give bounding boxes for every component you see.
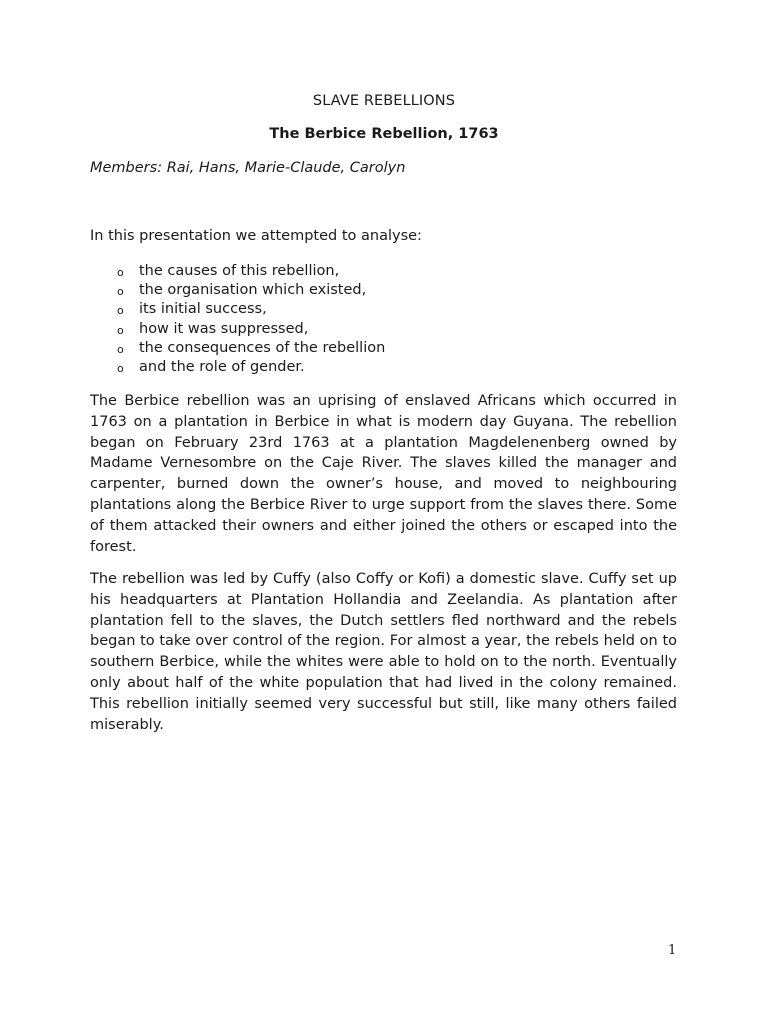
- list-item-text: its initial success,: [139, 301, 267, 318]
- list-item-text: the organisation which existed,: [139, 282, 367, 299]
- topics-list: [117, 262, 385, 377]
- members-line: Members: Rai, Hans, Marie-Claude, Carolyn: [90, 160, 406, 176]
- list-item-text: and the role of gender.: [139, 358, 305, 375]
- document-title: SLAVE REBELLIONS: [312, 93, 456, 109]
- bullet-icon: o: [117, 304, 124, 318]
- intro-text: In this presentation we attempted to analyse:: [90, 228, 422, 244]
- list-item: [117, 320, 385, 339]
- list-item-text: the consequences of the rebellion: [139, 339, 386, 356]
- bullet-icon: o: [117, 342, 124, 356]
- list-item: [117, 281, 385, 300]
- paragraph-berbice-uprising: The Berbice rebellion was an uprising of enslaved Africans which occurred in 1763 on a plantation in Berbice in what is modern day Guyana. The rebellion began on February 23rd 1763 at a plantation Magdelenenberg owned by Madame Vernesombre on the Caje River. The slaves killed the manager and carpenter, burned down the owner’s house, and moved to neighbouring plantations along the Berbice River to urge support from the slaves there. Some of them attacked their owners and either joined the others or escaped into the forest.: [90, 393, 677, 555]
- list-item: [117, 339, 385, 358]
- list-item-text: the causes of this rebellion,: [139, 263, 340, 279]
- list-item: [117, 300, 385, 319]
- list-item: [117, 262, 385, 281]
- paragraph-cuffy-leadership: The rebellion was led by Cuffy (also Coffy or Kofi) a domestic slave. Cuffy set up his headquarters at Plantation Hollandia and Zeelandia. As plantation after plantation fell to the slaves, the Dutch settlers fled northward and the rebels began to take over control of the region. For almost a year, the rebels held on to southern Berbice, while the whites were able to hold on to the north. Eventually only about half of the white population that had lived in the colony remained. This rebellion initially seemed very successful but still, like many others failed miserably.: [90, 571, 677, 733]
- document-subtitle: The Berbice Rebellion, 1763: [269, 126, 499, 142]
- bullet-icon: o: [117, 266, 124, 279]
- bullet-icon: o: [117, 361, 124, 375]
- bullet-icon: o: [117, 323, 124, 337]
- list-item-text: how it was suppressed,: [139, 320, 309, 337]
- list-item: [117, 358, 385, 377]
- page-number: 1: [668, 943, 677, 958]
- bullet-icon: o: [117, 285, 124, 299]
